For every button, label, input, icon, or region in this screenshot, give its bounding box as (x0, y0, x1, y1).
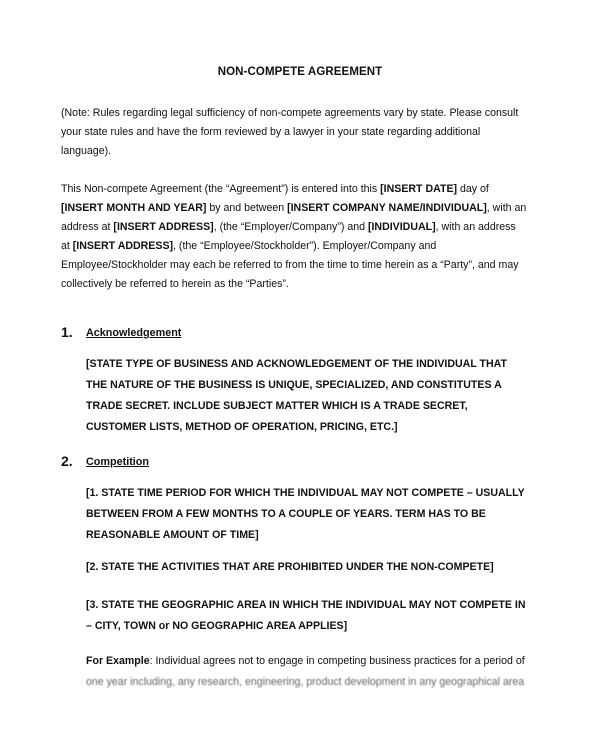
block-line: TRADE SECRET. INCLUDE SUBJECT MATTER WHICH IS A TRADE SECRET, (86, 400, 468, 412)
section-heading-competition: Competition (86, 456, 149, 468)
block-line: [2. STATE THE ACTIVITIES THAT ARE PROHIBITED UNDER THE NON-COMPETE] (86, 561, 494, 573)
intro-line: collectively be referred to herein as the “Parties”. (61, 278, 289, 290)
block-line: [1. STATE TIME PERIOD FOR WHICH THE INDIVIDUAL MAY NOT COMPETE – USUALLY (86, 487, 525, 499)
section-number: 2. (61, 453, 73, 469)
intro-line (61, 218, 541, 237)
intro-text: day of (457, 183, 489, 195)
block-line: CUSTOMER LISTS, METHOD OF OPERATION, PRICING, ETC.] (86, 421, 398, 433)
example-paragraph (86, 651, 556, 693)
competition-item-geographic-area (86, 595, 556, 637)
block-line: BETWEEN FROM A FEW MONTHS TO A COUPLE OF YEARS. TERM HAS TO BE (86, 508, 486, 520)
example-line-cutoff: one year including, any research, engineering, product development in any geographical area (86, 676, 525, 688)
placeholder-address: [INSERT ADDRESS] (113, 221, 214, 233)
intro-paragraph (61, 180, 541, 294)
placeholder-date: [INSERT DATE] (380, 183, 458, 195)
placeholder-company-name: [INSERT COMPANY NAME/INDIVIDUAL] (287, 202, 487, 214)
intro-line: Employee/Stockholder may each be referred to from the time to time herein as a “Party”, and may (61, 259, 519, 271)
acknowledgement-block (86, 354, 556, 438)
example-line (86, 651, 556, 672)
competition-item-time-period (86, 483, 556, 546)
note-line: your state rules and have the form reviewed by a lawyer in your state regarding additional (61, 126, 481, 138)
block-line: [STATE TYPE OF BUSINESS AND ACKNOWLEDGEMENT OF THE INDIVIDUAL THAT (86, 358, 508, 370)
section-heading-acknowledgement: Acknowledgement (86, 327, 182, 339)
block-line: THE NATURE OF THE BUSINESS IS UNIQUE, SPECIALIZED, AND CONSTITUTES A (86, 379, 502, 391)
section-number: 1. (61, 324, 73, 340)
placeholder-month-year: [INSERT MONTH AND YEAR] (61, 202, 207, 214)
intro-text: at (61, 240, 73, 252)
competition-item-activities (86, 557, 556, 578)
placeholder-individual: [INDIVIDUAL] (367, 221, 436, 233)
intro-text: by and between (206, 202, 288, 214)
document-title: NON-COMPETE AGREEMENT (217, 66, 383, 78)
note-line: (Note: Rules regarding legal sufficiency of non-compete agreements vary by state. Please consult (61, 107, 519, 119)
note-paragraph (61, 104, 541, 161)
block-line: – CITY, TOWN or NO GEOGRAPHIC AREA APPLIES] (86, 620, 348, 632)
intro-text: , (the “Employee/Stockholder”). Employer/Company and (173, 240, 437, 252)
example-text: : Individual agrees not to engage in competing business practices for a period of (149, 655, 525, 667)
intro-line (61, 199, 541, 218)
intro-text: , with an (486, 202, 527, 214)
intro-text: address at (61, 221, 114, 233)
intro-text: This Non-compete Agreement (the “Agreement”) is entered into this (61, 183, 381, 195)
intro-text: , (the “Employer/Company”) and (213, 221, 368, 233)
example-label: For Example (86, 655, 150, 667)
placeholder-address: [INSERT ADDRESS] (72, 240, 174, 252)
block-line: [3. STATE THE GEOGRAPHIC AREA IN WHICH THE INDIVIDUAL MAY NOT COMPETE IN (86, 599, 526, 611)
block-line: REASONABLE AMOUNT OF TIME] (86, 529, 259, 541)
intro-line (61, 180, 541, 199)
intro-line (61, 237, 541, 256)
note-line: language). (61, 145, 112, 157)
intro-text: , with an address (435, 221, 516, 233)
